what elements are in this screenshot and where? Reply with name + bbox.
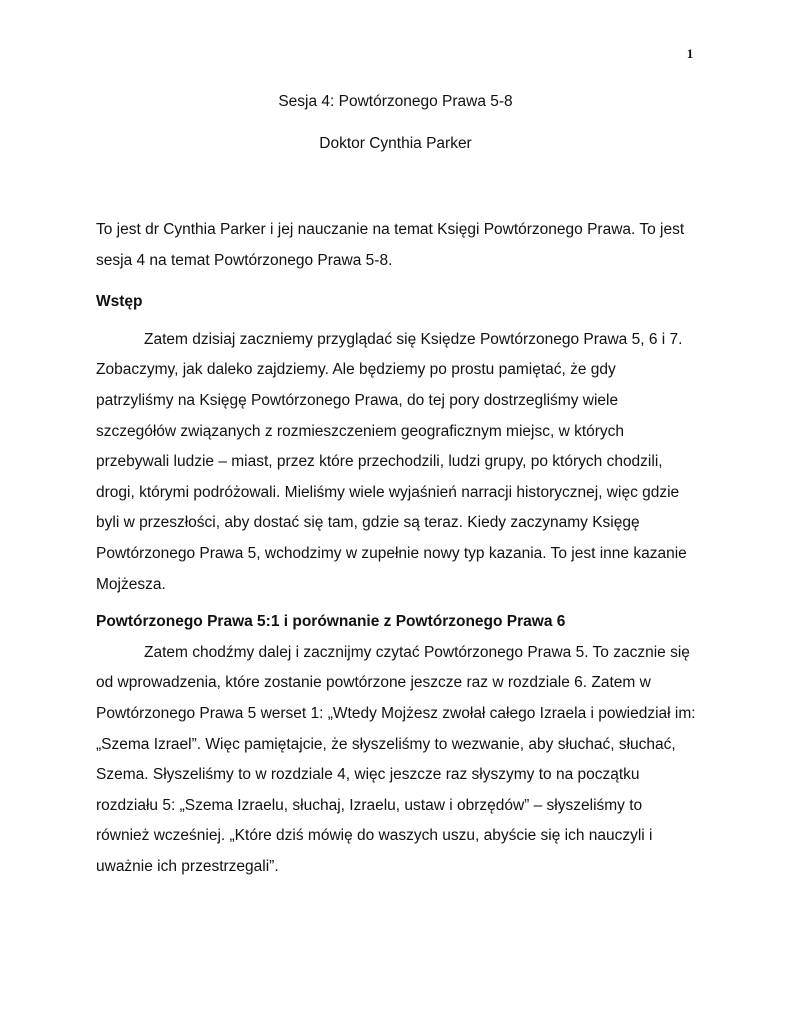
document-title: Sesja 4: Powtórzonego Prawa 5-8 bbox=[278, 93, 513, 110]
intro-paragraph: To jest dr Cynthia Parker i jej nauczanie na temat Księgi Powtórzonego Prawa. To jest sesja 4 na temat Powtórzonego Prawa 5-8. bbox=[96, 221, 685, 269]
section-heading-deut-5-1: Powtórzonego Prawa 5:1 i porównanie z Powtórzonego Prawa 6 bbox=[96, 613, 566, 631]
section-heading-intro: Wstęp bbox=[96, 293, 143, 311]
page-number: 1 bbox=[686, 46, 694, 61]
document-body bbox=[96, 215, 696, 882]
section-paragraph-intro: Zatem dzisiaj zaczniemy przyglądać się Księdze Powtórzonego Prawa 5, 6 i 7. Zobaczymy, jak daleko zajdziemy. Ale będziemy po prostu pamiętać, że gdy patrzyliśmy na Księgę Powtórzonego Prawa, do tej pory dostrzegliśmy wiele szczegółów związanych z rozmieszczeniem geograficznym miejsc, w których przebywali ludzie – miast, przez które przechodzili, ludzi grupy, po których chodzili, drogi, którymi podróżowali. Mieliśmy wiele wyjaśnień narracji historycznej, więc gdzie byli w przeszłości, aby dostać się tam, gdzie są teraz. Kiedy zaczynamy Księgę Powtórzonego Prawa 5, wchodzimy w zupełnie nowy typ kazania. To jest inne kazanie Mojżesza. bbox=[96, 330, 687, 593]
document-author: Doktor Cynthia Parker bbox=[319, 135, 472, 152]
section-paragraph-deut-5-1: Zatem chodźmy dalej i zacznijmy czytać Powtórzonego Prawa 5. To zacznie się od wprowadzenia, które zostanie powtórzone jeszcze raz w rozdziale 6. Zatem w Powtórzonego Prawa 5 werset 1: „Wtedy Mojżesz zwołał całego Izraela i powiedział im: „Szema Izrael”. Więc pamiętajcie, że słyszeliśmy to wezwanie, aby słuchać, słuchać, Szema. Słyszeliśmy to w rozdziale 4, więc jeszcze raz słyszymy to na początku rozdziału 5: „Szema Izraelu, słuchaj, Izraelu, ustaw i obrzędów” – słyszeliśmy to również wcześniej. „Które dziś mówię do waszych uszu, abyście się ich nauczyli i uważnie ich przestrzegali”. bbox=[96, 643, 696, 875]
